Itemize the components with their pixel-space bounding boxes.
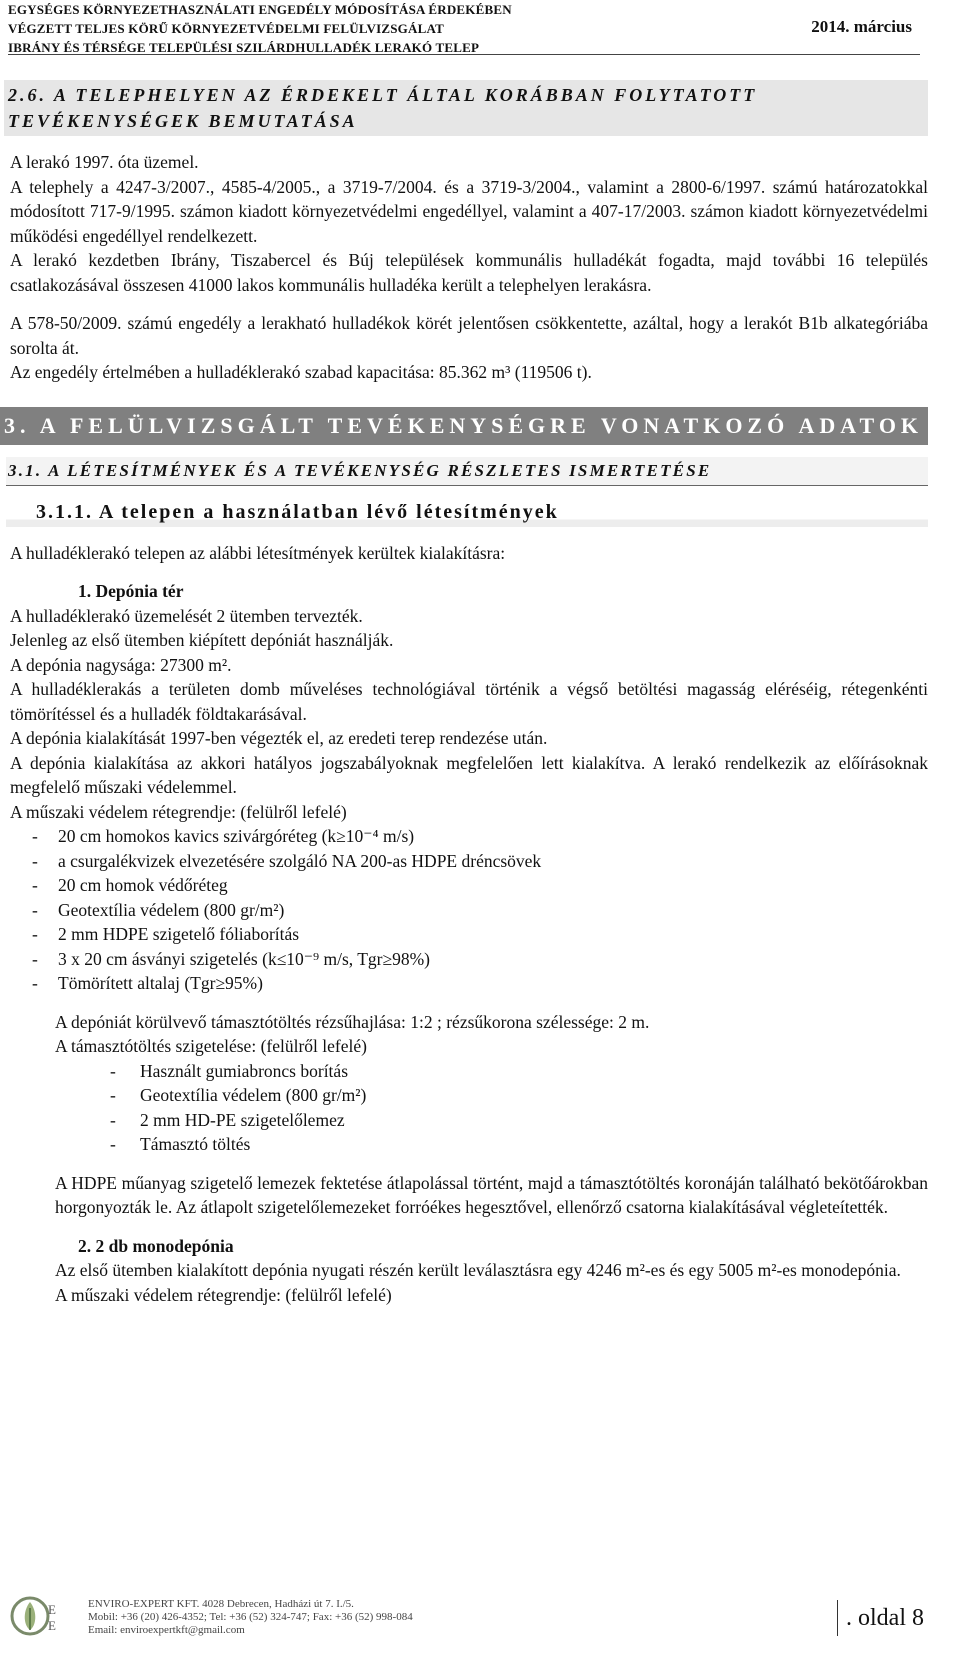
footer-company: ENVIRO-EXPERT KFT. 4028 Debrecen, Hadházi út 7. I./5.	[88, 1598, 354, 1610]
paragraph: Jelenleg az első ütemben kiépített depóniát használják.	[10, 630, 394, 650]
list-item: - Tömörített altalaj (Tgr≥95%)	[10, 971, 928, 996]
page-footer	[8, 1590, 924, 1650]
page-number: . oldal 8	[837, 1600, 924, 1636]
document-body	[4, 80, 928, 1307]
paragraph: A telephely a 4247-3/2007., 4585-4/2005., a 3719-7/2004. és a 3719-3/2004., valamint a 2800-6/1997. számú határozatokkal módosított 717-9/1995. számon kiadott környezetvédelmi engedéllyel, valamint a 407-17/2003. számon kiadott környezetvédelmi működési engedéllyel rendelkezett.	[10, 176, 928, 246]
list-item: - 2 mm HD-PE szigetelőlemez	[10, 1108, 928, 1133]
support-list	[10, 1059, 928, 1157]
list-item: - Geotextília védelem (800 gr/m²)	[10, 1083, 928, 1108]
footer-phones: Mobil: +36 (20) 426-4352; Tel: +36 (52) 324-747; Fax: +36 (52) 998-084	[88, 1611, 413, 1623]
paragraph: A HDPE műanyag szigetelő lemezek fektetése átlapolással történt, majd a támasztótöltés koronáján található bekötőárokban horgonyozták le. Az átlapolt szigetelőlemezeket forróékes hegesztővel, ellenőrző csatorna kialakításával végleteítették.	[55, 1172, 928, 1217]
layer-list	[10, 824, 928, 996]
section-3-1-1-heading: 3.1.1. A telepen a használatban lévő létesítmények	[6, 498, 928, 527]
spacer	[10, 1157, 928, 1171]
paragraph: A műszaki védelem rétegrendje: (felülről lefelé)	[10, 801, 347, 822]
item-heading: 2. 2 db monodepónia	[78, 1235, 234, 1256]
header-date: 2014. március	[811, 17, 912, 36]
paragraph: A hulladéklerakó üzemelését 2 ütemben tervezték.	[10, 605, 363, 626]
spacer	[10, 297, 928, 311]
spacer	[10, 565, 928, 579]
spacer	[10, 1220, 928, 1234]
list-item: - 20 cm homokos kavics szivárgóréteg (k≥10⁻⁴ m/s)	[10, 824, 928, 849]
paragraph: A depónia kialakítását 1997-ben végezték el, az eredeti terep rendezése után.	[10, 728, 548, 748]
svg-text:E: E	[48, 1602, 56, 1617]
page-header	[8, 0, 920, 55]
header-rule	[8, 54, 920, 55]
list-item: - 2 mm HDPE szigetelő fóliaborítás	[10, 922, 928, 947]
list-item: - a csurgalékvizek elvezetésére szolgáló NA 200-as HDPE dréncsövek	[10, 849, 928, 874]
footer-contact	[88, 1598, 413, 1637]
paragraph: A hulladéklerakás a területen domb műveléses technológiával történik a végső betöltési magasság eléréséig, rétegenkénti tömörítéssel és a hulladék földtakarásával.	[10, 679, 928, 724]
section-3-heading: 3. A FELÜLVIZSGÁLT TEVÉKENYSÉGRE VONATKOZÓ ADATOK	[0, 407, 928, 445]
list-item: - 3 x 20 cm ásványi szigetelés (k≤10⁻⁹ m/s, Tgr≥98%)	[10, 947, 928, 972]
spacer	[10, 996, 928, 1010]
paragraph: A 578-50/2009. számú engedély a lerakható hulladékok körét jelentősen csökkentette, azáltal, hogy a lerakót B1b alkategóriába sorolta át.	[10, 313, 928, 358]
list-item: - 20 cm homok védőréteg	[10, 873, 928, 898]
list-item: - Geotextília védelem (800 gr/m²)	[10, 898, 928, 923]
paragraph: A lerakó kezdetben Ibrány, Tiszabercel és Búj települések kommunális hulladékát fogadta, majd további 16 település csatlakozásával összesen 41000 lakos kommunális hulladéka került a telephelyen lerakásra.	[10, 250, 928, 295]
paragraph: A hulladéklerakó telepen az alábbi létesítmények kerültek kialakításra:	[10, 542, 506, 563]
list-item: - Használt gumiabroncs borítás	[10, 1059, 928, 1084]
paragraph: A támasztótöltés szigetelése: (felülről lefelé)	[55, 1036, 367, 1056]
header-line-3: IBRÁNY ÉS TÉRSÉGE TELEPÜLÉSI SZILÁRDHULLADÉK LERAKÓ TELEP	[8, 40, 480, 55]
paragraph: A depóniát körülvevő támasztótöltés rézsűhajlása: 1:2 ; rézsűkorona szélessége: 2 m.	[55, 1011, 650, 1032]
paragraph: A depónia kialakítása az akkori hatályos jogszabályoknak megfelelően lett kialakítva. A lerakó rendelkezik az előírásoknak megfelelő műszaki védelemmel.	[10, 752, 928, 797]
item-heading: 1. Depónia tér	[78, 581, 184, 601]
paragraph: Az első ütemben kialakított depónia nyugati részén került leválasztásra egy 4246 m²-es és egy 5005 m²-es monodepónia.	[55, 1260, 901, 1280]
header-line-2: VÉGZETT TELJES KÖRŰ KÖRNYEZETVÉDELMI FELÜLVIZSGÁLAT	[8, 21, 444, 36]
company-logo-icon	[8, 1592, 66, 1640]
paragraph: A depónia nagysága: 27300 m².	[10, 654, 232, 675]
paragraph: A lerakó 1997. óta üzemel.	[10, 152, 199, 172]
list-item: - Támasztó töltés	[10, 1132, 928, 1157]
section-3-1-heading: 3.1. A LÉTESÍTMÉNYEK ÉS A TEVÉKENYSÉG RÉSZLETES ISMERTETÉSE	[6, 457, 928, 487]
header-line-1: EGYSÉGES KÖRNYEZETHASZNÁLATI ENGEDÉLY MÓDOSÍTÁSA ÉRDEKÉBEN	[8, 2, 512, 17]
footer-email: Email: enviroexpertkft@gmail.com	[88, 1624, 245, 1636]
section-2-6-heading: 2.6. A TELEPHELYEN AZ ÉRDEKELT ÁLTAL KORÁBBAN FOLYTATOTT TEVÉKENYSÉGEK BEMUTATÁSA	[4, 80, 928, 136]
header-title	[8, 0, 512, 57]
paragraph: Az engedély értelmében a hulladéklerakó szabad kapacitása: 85.362 m³ (119506 t).	[10, 362, 592, 382]
svg-text:E: E	[48, 1618, 56, 1633]
paragraph: A műszaki védelem rétegrendje: (felülről lefelé)	[55, 1284, 392, 1305]
